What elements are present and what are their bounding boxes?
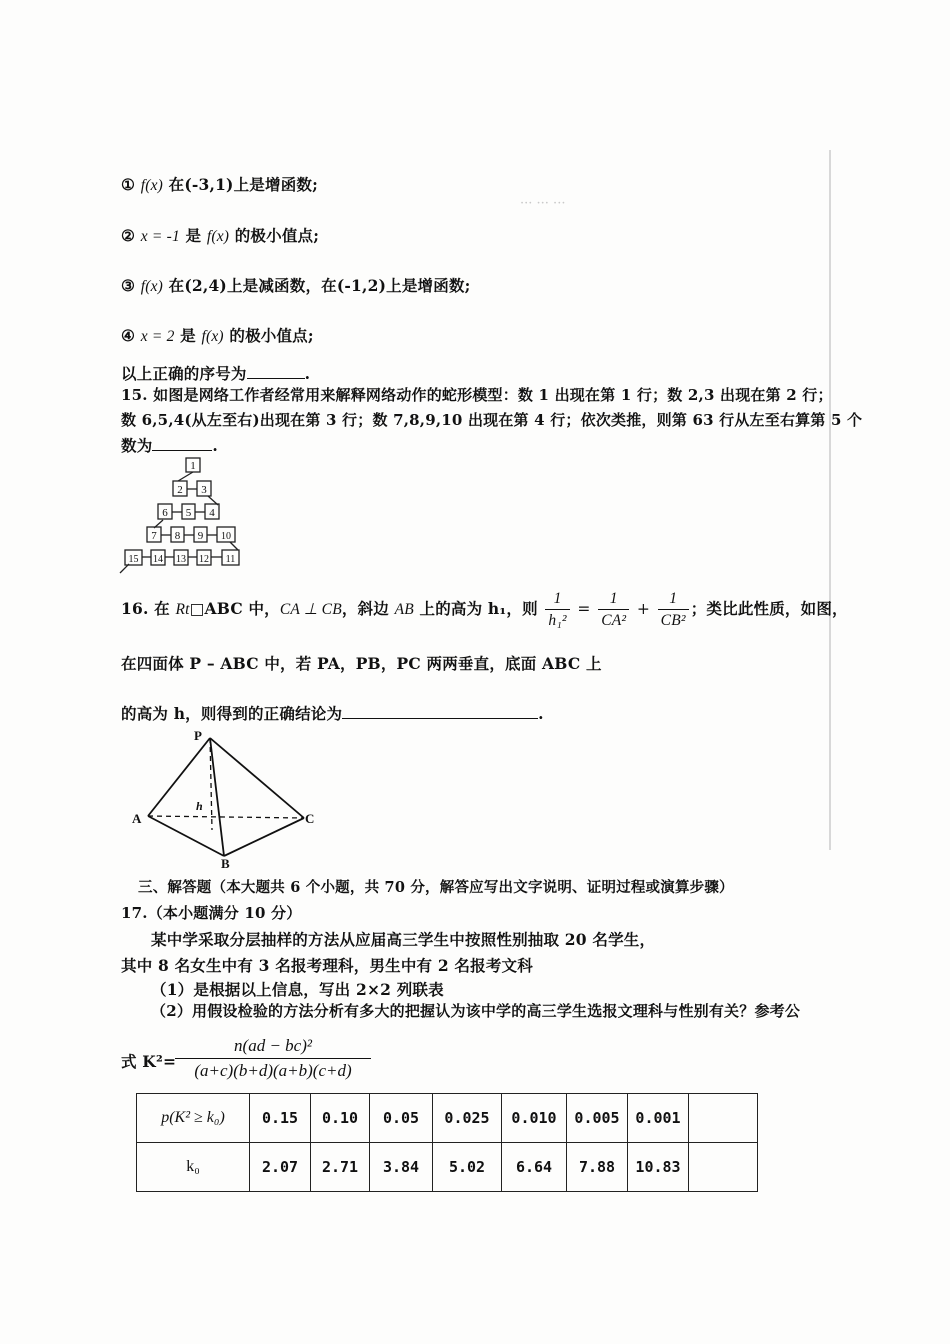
tetrahedron-figure: [128, 728, 328, 868]
q17-line1: 某中学采取分层抽样的方法从应届高三学生中按照性别抽取 20 名学生，: [151, 930, 656, 949]
table-row: [137, 1143, 758, 1192]
q17-title: 17.（本小题满分 10 分）: [121, 904, 302, 922]
snake-num: 4: [209, 507, 215, 519]
q17-sub2: （2）用假设检验的方法分析有多大的把握认为该中学的高三学生选报文理科与性别有关？参考公: [151, 1002, 801, 1020]
fraction-1-over-cb-squared: $\frac{1}{\text{CB²}}$: [658, 589, 689, 632]
snake-num: 13: [176, 554, 186, 565]
vertex-label-b: B: [221, 856, 230, 868]
table-cell: [689, 1094, 758, 1143]
table-cell: 6.64: [502, 1143, 567, 1192]
snake-num: 8: [174, 530, 181, 542]
item-4: ④ x = 2 是 f(x) 的极小值点;: [121, 326, 314, 345]
snake-num: 7: [151, 530, 157, 542]
table-cell: 0.05: [370, 1094, 433, 1143]
answer-prompt: 以上正确的序号为 .: [121, 364, 311, 383]
k2-denominator: (a+c)(b+d)(a+b)(c+d): [194, 1061, 352, 1080]
table-cell: [689, 1143, 758, 1192]
snake-num: 14: [153, 554, 163, 565]
snake-num: 9: [197, 530, 204, 542]
q17-line2: 其中 8 名女生中有 3 名报考理科，男生中有 2 名报考文科: [121, 956, 533, 975]
snake-num: 5: [185, 507, 192, 519]
q16-blank[interactable]: [342, 718, 538, 719]
section-3-heading: 三、解答题（本大题共 6 个小题，共 70 分，解答应写出文字说明、证明过程或演算步骤）: [138, 879, 734, 896]
q15-line2: 数 6,5,4(从左至右)出现在第 3 行；数 7,8,9,10 出现在第 4 行；依次类推，则第 63 行从左至右算第 5 个: [121, 411, 863, 429]
snake-num: 11: [225, 554, 236, 565]
snake-num: 2: [177, 484, 183, 496]
q16-line2: 在四面体 P – ABC 中，若 PA，PB，PC 两两垂直，底面 ABC 上: [121, 654, 602, 673]
table-cell: 0.025: [433, 1094, 502, 1143]
k2-formula: [175, 1036, 371, 1081]
vertex-label-a: A: [132, 811, 142, 826]
table-cell: 0.010: [502, 1094, 567, 1143]
snake-num: 3: [201, 484, 207, 496]
table-cell: 2.71: [311, 1143, 370, 1192]
height-label-h: h: [196, 799, 203, 813]
table-row-header: k₀: [137, 1143, 250, 1192]
q16-line1: 16. 在 Rt□ABC 中，CA ⊥ CB，斜边 AB 上的高为 h₁，则 $\frac{1}{\text{h₁²}}$ = $\frac{1}{\text{CA²}}$ + $\frac{1}{\text{CB²}}$ ；类比此性质，如图，: [121, 588, 848, 632]
table-cell: 0.005: [567, 1094, 628, 1143]
q16-line3: 的高为 h，则得到的正确结论为 .: [121, 704, 544, 723]
table-cell: 0.10: [311, 1094, 370, 1143]
vertex-label-c: C: [305, 811, 315, 826]
fraction-1-over-h1-squared: $\frac{1}{\text{h₁²}}$: [545, 589, 569, 632]
table-cell: 3.84: [370, 1143, 433, 1192]
table-row-header: p(K² ≥ k₀): [137, 1094, 250, 1143]
table-cell: 7.88: [567, 1143, 628, 1192]
q15-line3: 数为 .: [121, 436, 219, 455]
snake-model-diagram: [118, 452, 268, 574]
item-2: ② x = -1 是 f(x) 的极小值点;: [121, 226, 320, 245]
item-1: ① f(x) 在(-3,1)上是增函数;: [121, 175, 319, 194]
item-3: ③ f(x) 在(2,4)上是减函数，在(-1,2)上是增函数;: [121, 276, 471, 295]
bleed-through-text: ··· ··· ···: [520, 196, 566, 211]
snake-num: 15: [128, 554, 139, 565]
k2-numerator: n(ad − bc)²: [175, 1036, 371, 1059]
snake-num: 12: [199, 554, 209, 565]
fraction-1-over-ca-squared: $\frac{1}{\text{CA²}}$: [598, 589, 629, 632]
table-row: [137, 1094, 758, 1143]
table-cell: 10.83: [628, 1143, 689, 1192]
snake-num: 6: [162, 507, 168, 519]
snake-num: 1: [190, 460, 196, 472]
answer-blank[interactable]: [247, 378, 305, 379]
snake-num: 10: [221, 531, 231, 542]
critical-value-table: [136, 1093, 758, 1192]
formula-prefix: 式 K²=: [121, 1052, 177, 1071]
q17-sub1: （1）是根据以上信息，写出 2×2 列联表: [151, 980, 444, 999]
table-cell: 0.001: [628, 1094, 689, 1143]
table-cell: 2.07: [250, 1143, 311, 1192]
q15-blank[interactable]: [152, 450, 212, 451]
table-cell: 5.02: [433, 1143, 502, 1192]
page-fold-line: [829, 150, 831, 850]
q15-line1: 15. 如图是网络工作者经常用来解释网络动作的蛇形模型：数 1 出现在第 1 行；数 2,3 出现在第 2 行；: [121, 386, 833, 404]
table-cell: 0.15: [250, 1094, 311, 1143]
vertex-label-p: P: [194, 728, 202, 743]
